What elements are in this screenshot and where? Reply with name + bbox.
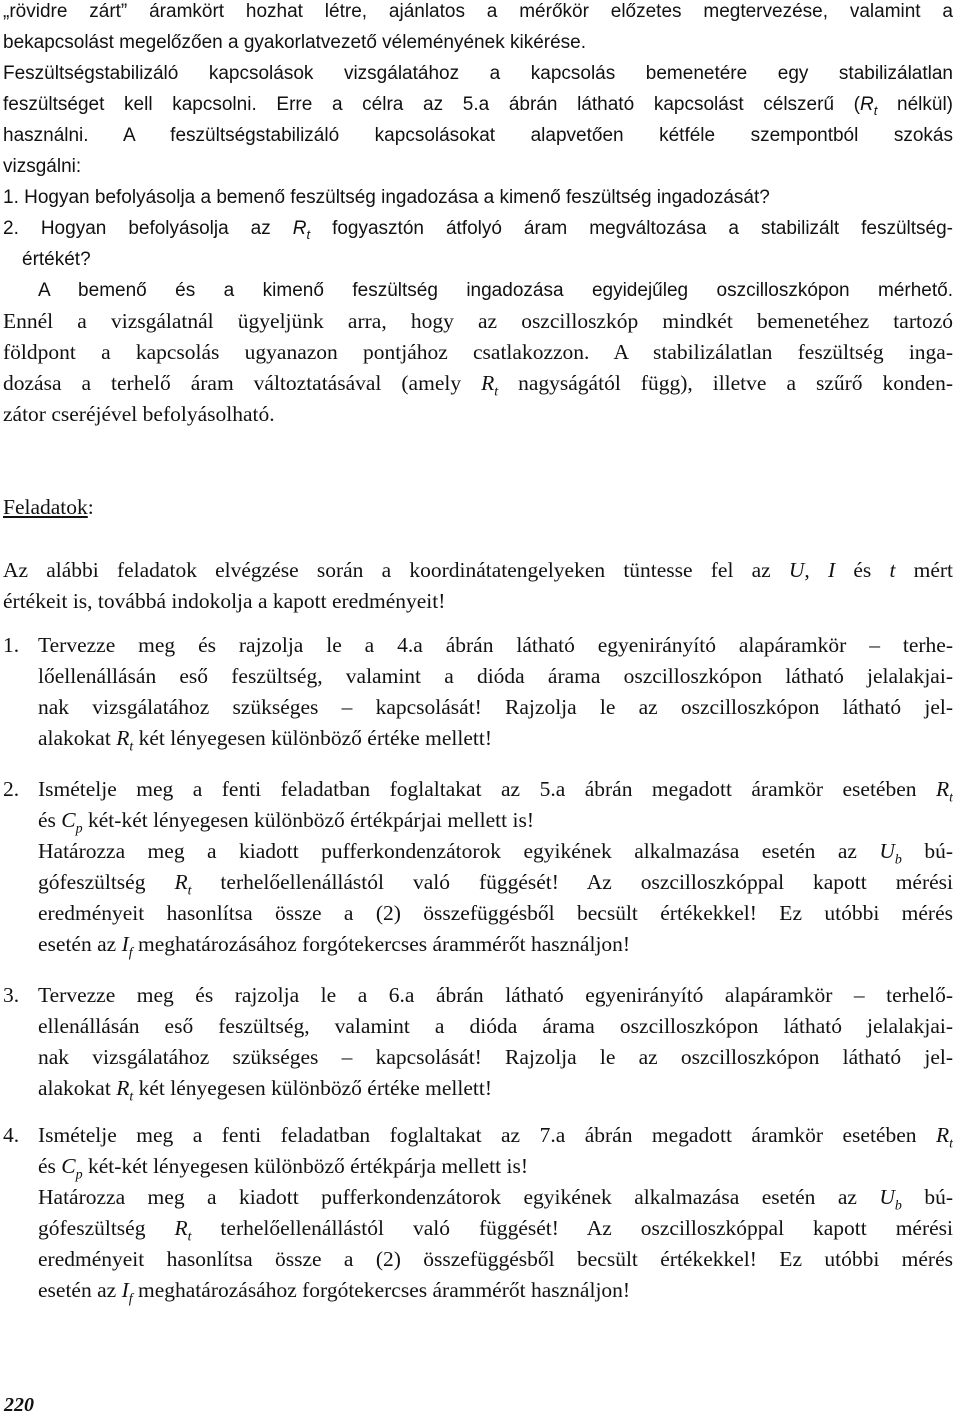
text-line <box>38 929 953 968</box>
subscript: t <box>187 883 192 898</box>
question-1: 1. Hogyan befolyásolja a bemenő feszültség ingadozása a kimenő feszültség ingadozását? <box>3 187 770 208</box>
text-line <box>38 1213 953 1244</box>
text-line <box>38 1073 953 1112</box>
text-span: terhelőellenállástól való függését! Az oszcilloszkóppal kapott mérési <box>191 1216 953 1240</box>
text-span: Határozza meg a kiadott pufferkondenzátorok egyikének alkalmazása esetén az <box>38 1185 880 1209</box>
subscript: t <box>306 226 311 242</box>
heading-colon: : <box>87 495 94 519</box>
variable-symbol: R <box>935 777 950 801</box>
text-span: gófeszültség <box>38 1216 175 1240</box>
subscript: t <box>949 790 953 805</box>
text-line: zátor cseréjével befolyásolható. <box>3 402 275 426</box>
task-number: 3. <box>3 983 20 1007</box>
symbol-i: I <box>827 558 836 582</box>
text-span: Az alábbi feladatok elvégzése során a koordinátatengelyeken tüntesse fel az <box>3 558 789 582</box>
text-line: ellenállásán eső feszültség, valamint a dióda árama oszcilloszkópon látható jelalakjai- <box>38 1014 953 1038</box>
text-span: két lényegesen különböző értéke mellett! <box>133 1076 493 1100</box>
text-line: bekapcsolást megelőzően a gyakorlatvezető véleményének kikérése. <box>3 32 586 53</box>
variable-symbol: R <box>292 218 307 239</box>
text-span: Ismételje meg a fenti feladatban foglaltakat az 7.a ábrán megadott áramkör esetében <box>38 1123 936 1147</box>
variable-symbol: R <box>174 870 188 894</box>
text-span: Határozza meg a kiadott pufferkondenzátorok egyikének alkalmazása esetén az <box>38 839 880 863</box>
text-span: és <box>835 558 890 582</box>
text-span: gófeszültség <box>38 870 175 894</box>
subscript: t <box>129 1089 134 1105</box>
text-span: 2. Hogyan befolyásolja az <box>3 218 293 239</box>
text-line <box>38 867 953 898</box>
text-line: Tervezze meg és rajzolja le a 6.a ábrán látható egyenirányító alapáramkör – terhelő- <box>38 983 953 1007</box>
subscript: t <box>187 1229 192 1244</box>
text-line: „rövidre zárt” áramkört hozhat létre, ajánlatos a mérőkör előzetes megtervezése, valamint a <box>3 1 953 22</box>
task-number: 2. <box>3 777 20 801</box>
text-span: , <box>804 558 828 582</box>
text-span: és <box>38 1154 62 1178</box>
text-span: dozása a terhelő áram változtatásával (amely <box>3 371 482 395</box>
text-line: eredményeit hasonlítsa össze a (2) összefüggésből becsült értékekkel! Ez utóbbi mérés <box>38 1247 953 1271</box>
text-line <box>38 836 953 867</box>
variable-symbol: C <box>61 1154 76 1178</box>
text-line <box>38 774 953 805</box>
text-span: nagyságától függ), illetve a szűrő konden- <box>498 371 953 395</box>
variable-symbol: R <box>935 1123 950 1147</box>
subscript: b <box>894 1198 902 1213</box>
subscript: p <box>75 821 83 837</box>
text-line <box>38 1120 953 1151</box>
text-span: terhelőellenállástól való függését! Az oszcilloszkóppal kapott mérési <box>191 870 953 894</box>
text-line: vizsgálni: <box>3 156 82 177</box>
variable-symbol: I <box>121 1278 129 1302</box>
subscript: t <box>494 384 499 399</box>
page-number: 220 <box>4 1394 34 1416</box>
subscript: p <box>75 1167 83 1183</box>
text-span: és <box>38 808 62 832</box>
text-span: két-két lényegesen különböző értékpárjai mellett is! <box>82 808 534 832</box>
text-line <box>3 555 953 586</box>
variable-symbol: I <box>121 932 129 956</box>
text-span: fogyasztón átfolyó áram megváltozása a stabilizált feszültség- <box>310 218 953 239</box>
text-span: Ismételje meg a fenti feladatban foglaltakat az 5.a ábrán megadott áramkör esetében <box>38 777 936 801</box>
text-span: esetén az <box>38 1278 122 1302</box>
text-span: két lényegesen különböző értéke mellett! <box>133 726 493 750</box>
task-number: 4. <box>3 1123 20 1147</box>
text-span: meghatározásához forgótekercses árammérőt használjon! <box>132 932 631 956</box>
text-line: használni. A feszültségstabilizáló kapcsolásokat alapvetően kétféle szempontból szokás <box>3 125 953 146</box>
symbol-u: U <box>788 558 805 582</box>
text-line: értékét? <box>22 249 91 270</box>
text-span: meghatározásához forgótekercses árammérőt használjon! <box>132 1278 631 1302</box>
text-span: bú- <box>901 1185 953 1209</box>
variable-symbol: R <box>116 726 130 750</box>
text-span: két-két lényegesen különböző értékpárja mellett is! <box>82 1154 528 1178</box>
question-2 <box>3 213 953 244</box>
text-span: alakokat <box>38 1076 117 1100</box>
variable-symbol: R <box>860 94 874 115</box>
text-span: nélkül) <box>877 94 953 115</box>
subscript: t <box>873 102 878 118</box>
subscript: t <box>129 739 134 755</box>
text-line <box>38 723 953 762</box>
text-line: földpont a kapcsolás ugyanazon pontjához csatlakozzon. A stabilizálatlan feszültség inga- <box>3 340 953 364</box>
variable-symbol: U <box>879 839 895 863</box>
subscript: f <box>128 945 133 961</box>
text-line <box>38 1275 953 1314</box>
text-span: feszültséget kell kapcsolni. Erre a célra az 5.a ábrán látható kapcsolást célszerű ( <box>3 94 861 115</box>
tasks-heading <box>3 492 953 523</box>
text-span: alakokat <box>38 726 117 750</box>
symbol-t: t <box>889 558 896 582</box>
text-line: Tervezze meg és rajzolja le a 4.a ábrán látható egyenirányító alapáramkör – terhe- <box>38 633 953 657</box>
text-line: A bemenő és a kimenő feszültség ingadozása egyidejűleg oszcilloszkópon mérhető. <box>38 280 953 301</box>
heading-text: Feladatok <box>3 495 88 519</box>
text-span: mért <box>895 558 953 582</box>
task-number: 1. <box>3 633 20 657</box>
subscript: b <box>894 852 902 867</box>
text-line: Feszültségstabilizáló kapcsolások vizsgálatához a kapcsolás bemenetére egy stabilizálatlan <box>3 63 953 84</box>
text-line: Ennél a vizsgálatnál ügyeljünk arra, hogy az oszcilloszkóp mindkét bemenetéhez tartozó <box>3 309 953 333</box>
text-line: eredményeit hasonlítsa össze a (2) összefüggésből becsült értékekkel! Ez utóbbi mérés <box>38 901 953 925</box>
variable-symbol: R <box>481 371 495 395</box>
text-line <box>38 1182 953 1213</box>
subscript: t <box>949 1136 953 1151</box>
variable-symbol: R <box>116 1076 130 1100</box>
text-line: nak vizsgálatához szükséges – kapcsolását! Rajzolja le az oszcilloszkópon látható jel- <box>38 1045 953 1069</box>
text-line <box>3 368 953 399</box>
variable-symbol: R <box>174 1216 188 1240</box>
text-line: nak vizsgálatához szükséges – kapcsolását! Rajzolja le az oszcilloszkópon látható jel- <box>38 695 953 719</box>
text-line: értékeit is, továbbá indokolja a kapott eredményeit! <box>3 589 446 613</box>
text-line <box>3 89 953 120</box>
subscript: f <box>128 1291 133 1307</box>
variable-symbol: C <box>61 808 76 832</box>
text-line: lőellenállásán eső feszültség, valamint a dióda árama oszcilloszkópon látható jelalakjai- <box>38 664 953 688</box>
text-span: esetén az <box>38 932 122 956</box>
text-span: bú- <box>901 839 953 863</box>
variable-symbol: U <box>879 1185 895 1209</box>
